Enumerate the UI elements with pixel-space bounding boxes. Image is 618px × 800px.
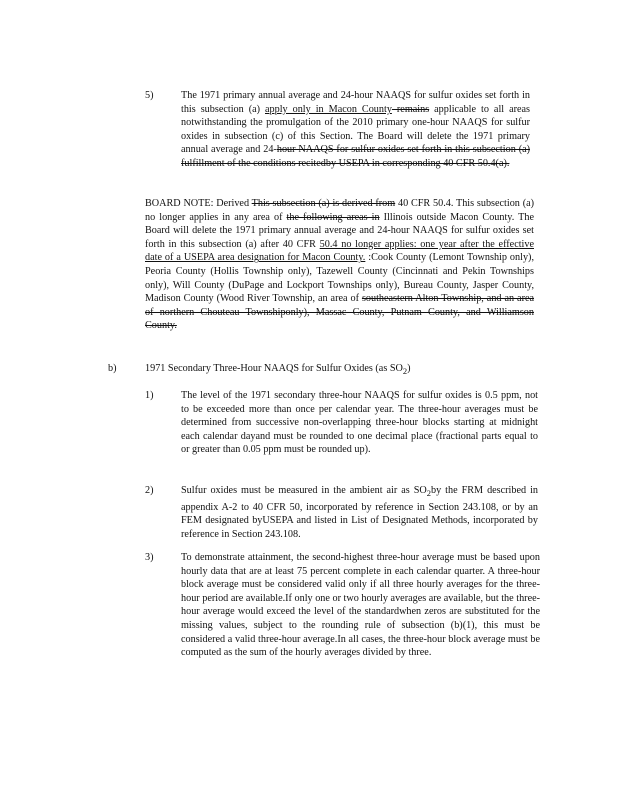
section-b-heading-text: 1971 Secondary Three-Hour NAAQS for Sulfur Oxides (as SO [145, 363, 403, 374]
b-item-3-paragraph: To demonstrate attainment, the second-highest three-hour average must be based upon hourly data that are at least 75 percent complete in each calendar quarter. A three-hour block average must be considered valid only if all three hourly averages for the three-hour period are available.If only one or two hourly averages are available, but the three-hour average would exceed the level of the standardwhen zeros are substituted for the missing values, subject to the rounding rule of subsection (b)(1), this must be considered a valid three-hour average.In all cases, the three-hour block average must be computed as the sum of the hourly averages divided by three. [181, 552, 540, 659]
item-5-deleted-text-2: hour NAAQS for sulfur oxides set forth in this subsection (a) fulfillment of the conditions recitedby USEPA in corresponding 40 CFR 50.4(a). [181, 144, 530, 169]
section-b-heading-close: ) [407, 363, 411, 374]
b-item-2-text-b: by the FRM described in appendix A-2 to 40 CFR 50, incorporated by reference in Section 243.108, or by an FEM designated byUSEPA and listed in List of Designated Methods, incorporated by reference in Section 243.108. [181, 485, 538, 540]
board-note-text-1: BOARD NOTE: Derived [145, 198, 252, 209]
board-note-deleted-2: the following areas in [286, 211, 380, 223]
item-5-deleted-text-1: remains [391, 103, 430, 115]
b-item-1-label: 1) [145, 390, 154, 401]
board-note-text-4: :Cook County (Lemont Township only), Peoria County (Hollis Township only), Tazewell County (Cincinnati and Pekin Townships only), Will County (DuPage and Lockport Townships only), Bureau County, Jasper County, Madison County (Wood River Township, an area of [145, 252, 534, 305]
section-b-label: b) [108, 363, 117, 374]
board-note-text-3: Illinois outside Macon County. The Board will delete the 1971 primary annual average and 24-hour NAAQS for sulfur oxides set forth in this subsection (a) after 40 CFR [145, 211, 534, 250]
section-b-subscript: 2 [402, 366, 408, 377]
board-note-deleted-1: This subsection (a) is derived from [251, 198, 396, 209]
item-5-paragraph [181, 89, 530, 171]
b-item-2-text-a: Sulfur oxides must be measured in the ambient air as SO [181, 485, 427, 496]
board-note [145, 197, 534, 333]
b-item-3-label: 3) [145, 552, 154, 563]
b-item-2-paragraph [181, 484, 538, 541]
b-item-2-subscript: 2 [426, 488, 431, 499]
section-b-heading [145, 362, 534, 379]
b-item-1-paragraph: The level of the 1971 secondary three-hour NAAQS for sulfur oxides is 0.5 ppm, not to be exceeded more than once per calendar year. The three-hour averages must be determined from successive non-overlapping three-hour blocks starting at midnight each calendar dayand must be rounded to one decimal place (fractional parts equal to or greater than 0.05 ppm must be rounded up). [181, 390, 538, 456]
b-item-2-label: 2) [145, 485, 154, 496]
item-5-label: 5) [145, 90, 154, 101]
item-5-text-2: applicable to all areas notwithstanding the promulgation of the 2010 primary one-hour NAAQS for sulfur oxides in subsection (c) of this Section. The Board will delete the 1971 primary annual average and 24- [181, 103, 531, 156]
board-note-deleted-3: southeastern Alton Township, and an area of northern Chouteau Townshiponly), Massac County, Putnam County, and Williamson County. [145, 293, 534, 332]
board-note-inserted: 50.4 no longer applies: one year after the effective date of a USEPA area designation for Macon County. [145, 238, 534, 264]
item-5-text-1: The 1971 primary annual average and 24-hour NAAQS for sulfur oxides set forth in this subsection (a) [181, 90, 530, 115]
board-note-text-2: 40 CFR 50.4. This subsection (a) no longer applies in any area of [145, 198, 534, 223]
item-5-inserted-text: apply only in Macon County [265, 103, 392, 115]
